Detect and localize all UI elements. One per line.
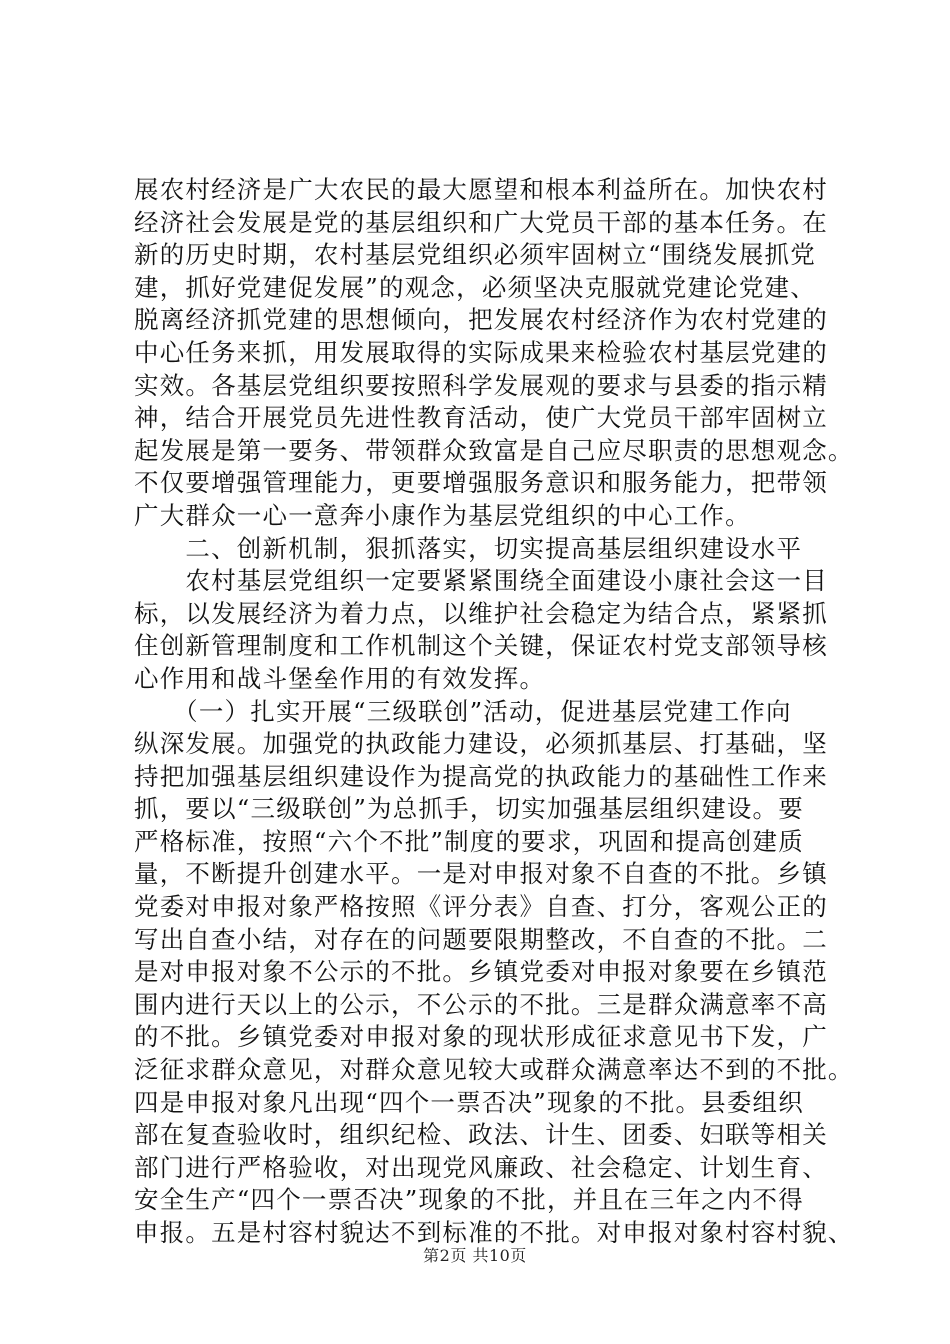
text-line: 持把加强基层组织建设作为提高党的执政能力的基础性工作来 (134, 761, 828, 791)
text-line: 抓，要以“三级联创”为总抓手，切实加强基层组织建设。要 (134, 794, 804, 824)
text-line: 围内进行天以上的公示，不公示的不批。三是群众满意率不高 (134, 989, 828, 1019)
text-line: 党委对申报对象严格按照《评分表》自查、打分，客观公正的 (134, 892, 828, 922)
text-line: 量，不断提升创建水平。一是对申报对象不自查的不批。乡镇 (134, 859, 828, 889)
text-line: 住创新管理制度和工作机制这个关键，保证农村党支部领导核 (134, 631, 828, 661)
text-line: 脱离经济抓党建的思想倾向，把发展农村经济作为农村党建的 (134, 305, 828, 335)
page-number-footer: 第2页 共10页 (423, 1246, 527, 1265)
text-line: 农村基层党组织一定要紧紧围绕全面建设小康社会这一目 (134, 566, 828, 596)
text-line: 心作用和战斗堡垒作用的有效发挥。 (134, 663, 546, 693)
subsection-heading-line: （一）扎实开展“三级联创”活动，促进基层党建工作向 (134, 696, 792, 726)
text-line: 中心任务来抓，用发展取得的实际成果来检验农村基层党建的 (134, 337, 828, 367)
text-line: 实效。各基层党组织要按照科学发展观的要求与县委的指示精 (134, 370, 828, 400)
text-line: 安全生产“四个一票否决”现象的不批，并且在三年之内不得 (134, 1185, 804, 1215)
text-line: 写出自查小结，对存在的问题要限期整改，不自查的不批。二 (134, 924, 828, 954)
text-line: 展农村经济是广大农民的最大愿望和根本利益所在。加快农村 (134, 175, 828, 204)
text-line: 新的历史时期，农村基层党组织必须牢固树立“围绕发展抓党 (134, 240, 816, 270)
text-line: 起发展是第一要务、带领群众致富是自己应尽职责的思想观念。 (134, 435, 854, 465)
text-line: 的不批。乡镇党委对申报对象的现状形成征求意见书下发，广 (134, 1022, 828, 1052)
section-heading: 二、创新机制，狠抓落实，切实提高基层组织建设水平 (134, 533, 803, 563)
text-line: 申报。五是村容村貌达不到标准的不批。对申报对象村容村貌、 (134, 1218, 854, 1247)
document-body (134, 174, 854, 1250)
text-line: 广大群众一心一意奔小康作为基层党组织的中心工作。 (134, 500, 751, 530)
text-line: 严格标准，按照“六个不批”制度的要求，巩固和提高创建质 (134, 826, 804, 856)
text-line: 不仅要增强管理能力，更要增强服务意识和服务能力，把带领 (134, 468, 828, 498)
text-line: 建，抓好党建促发展”的观念，必须坚决克服就党建论党建、 (134, 272, 816, 302)
text-line: 泛征求群众意见，对群众意见较大或群众满意率达不到的不批。 (134, 1055, 854, 1085)
text-line: 神，结合开展党员先进性教育活动，使广大党员干部牢固树立 (134, 403, 828, 433)
text-line: 部在复查验收时，组织纪检、政法、计生、团委、妇联等相关 (134, 1120, 828, 1150)
text-line: 经济社会发展是党的基层组织和广大党员干部的基本任务。在 (134, 207, 828, 237)
text-line: 部门进行严格验收，对出现党风廉政、社会稳定、计划生育、 (134, 1152, 828, 1182)
text-line: 四是申报对象凡出现“四个一票否决”现象的不批。县委组织 (134, 1087, 804, 1117)
text-line: 是对申报对象不公示的不批。乡镇党委对申报对象要在乡镇范 (134, 957, 828, 987)
text-line: 纵深发展。加强党的执政能力建设，必须抓基层、打基础，坚 (134, 729, 828, 759)
text-line: 标，以发展经济为着力点，以维护社会稳定为结合点，紧紧抓 (134, 598, 828, 628)
